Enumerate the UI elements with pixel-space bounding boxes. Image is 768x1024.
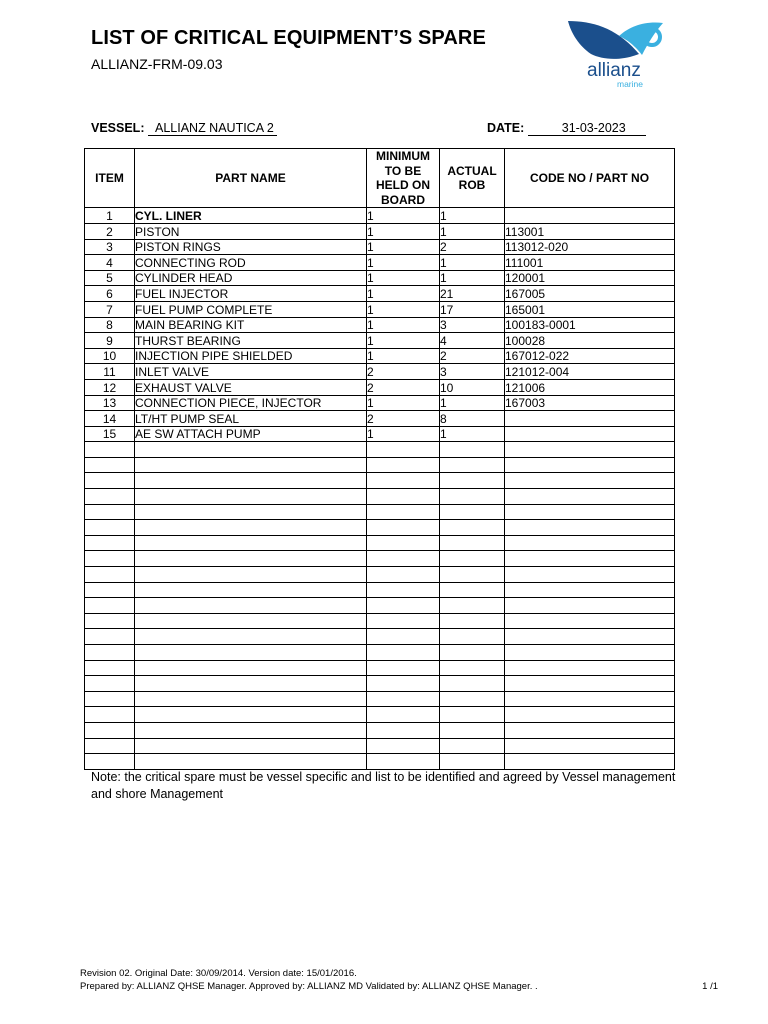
cell-part-name: THURST BEARING <box>135 333 367 349</box>
cell-item: 11 <box>85 364 135 380</box>
cell-part-name <box>135 567 367 583</box>
table-row <box>85 239 675 255</box>
cell-minimum: 1 <box>367 395 440 411</box>
cell-code: 167012-022 <box>505 348 675 364</box>
cell-minimum: 1 <box>367 426 440 442</box>
cell-item: 12 <box>85 379 135 395</box>
cell-item <box>85 722 135 738</box>
cell-code <box>505 738 675 754</box>
cell-item <box>85 629 135 645</box>
cell-actual-rob <box>440 660 505 676</box>
col-header-code: CODE NO / PART NO <box>505 149 675 208</box>
cell-actual-rob <box>440 707 505 723</box>
table-row-empty <box>85 504 675 520</box>
cell-minimum <box>367 567 440 583</box>
cell-part-name: PISTON <box>135 223 367 239</box>
cell-minimum <box>367 754 440 770</box>
cell-item: 1 <box>85 208 135 224</box>
cell-actual-rob <box>440 598 505 614</box>
table-row-empty <box>85 691 675 707</box>
col-header-part-name: PART NAME <box>135 149 367 208</box>
cell-item <box>85 676 135 692</box>
cell-item <box>85 520 135 536</box>
cell-part-name <box>135 754 367 770</box>
cell-code: 121012-004 <box>505 364 675 380</box>
cell-code <box>505 598 675 614</box>
table-body <box>85 208 675 769</box>
cell-part-name <box>135 629 367 645</box>
table-row-empty <box>85 535 675 551</box>
form-code: ALLIANZ-FRM-09.03 <box>91 56 223 72</box>
col-header-item: ITEM <box>85 149 135 208</box>
cell-minimum: 1 <box>367 317 440 333</box>
cell-actual-rob: 3 <box>440 364 505 380</box>
cell-item: 2 <box>85 223 135 239</box>
cell-minimum: 1 <box>367 333 440 349</box>
table-row <box>85 255 675 271</box>
cell-part-name: LT/HT PUMP SEAL <box>135 411 367 427</box>
cell-minimum: 2 <box>367 411 440 427</box>
cell-actual-rob <box>440 520 505 536</box>
cell-code <box>505 676 675 692</box>
cell-minimum <box>367 645 440 661</box>
cell-actual-rob <box>440 473 505 489</box>
cell-code <box>505 722 675 738</box>
cell-code: 113001 <box>505 223 675 239</box>
cell-actual-rob: 4 <box>440 333 505 349</box>
cell-code <box>505 426 675 442</box>
cell-item: 13 <box>85 395 135 411</box>
table-row <box>85 364 675 380</box>
cell-actual-rob <box>440 551 505 567</box>
table-row-empty <box>85 598 675 614</box>
cell-part-name: FUEL PUMP COMPLETE <box>135 301 367 317</box>
cell-item <box>85 754 135 770</box>
cell-code: 165001 <box>505 301 675 317</box>
cell-actual-rob: 8 <box>440 411 505 427</box>
cell-minimum <box>367 457 440 473</box>
cell-part-name <box>135 551 367 567</box>
table-row <box>85 411 675 427</box>
cell-actual-rob <box>440 722 505 738</box>
cell-part-name <box>135 582 367 598</box>
cell-code <box>505 442 675 458</box>
cell-part-name <box>135 676 367 692</box>
footer-approval: Prepared by: ALLIANZ QHSE Manager. Approved by: ALLIANZ MD Validated by: ALLIANZ QHSE Manager. . <box>80 981 538 992</box>
cell-code: 111001 <box>505 255 675 271</box>
cell-actual-rob: 3 <box>440 317 505 333</box>
cell-item: 14 <box>85 411 135 427</box>
cell-minimum <box>367 442 440 458</box>
cell-actual-rob: 1 <box>440 208 505 224</box>
cell-actual-rob: 17 <box>440 301 505 317</box>
table-row-empty <box>85 645 675 661</box>
col-header-minimum: MINIMUM TO BE HELD ON BOARD <box>367 149 440 208</box>
table-row-empty <box>85 754 675 770</box>
cell-item <box>85 645 135 661</box>
vessel-label: VESSEL: <box>91 121 145 135</box>
cell-actual-rob <box>440 738 505 754</box>
date-line <box>487 121 646 136</box>
cell-part-name <box>135 707 367 723</box>
cell-code <box>505 411 675 427</box>
cell-minimum <box>367 707 440 723</box>
cell-code <box>505 551 675 567</box>
table-row-empty <box>85 629 675 645</box>
cell-actual-rob <box>440 504 505 520</box>
cell-code <box>505 613 675 629</box>
table-row <box>85 395 675 411</box>
cell-code <box>505 504 675 520</box>
cell-part-name <box>135 520 367 536</box>
cell-minimum: 1 <box>367 255 440 271</box>
allianz-logo <box>565 18 675 90</box>
cell-code <box>505 754 675 770</box>
cell-actual-rob: 1 <box>440 223 505 239</box>
cell-part-name: FUEL INJECTOR <box>135 286 367 302</box>
cell-item: 6 <box>85 286 135 302</box>
cell-minimum: 1 <box>367 208 440 224</box>
cell-item <box>85 551 135 567</box>
cell-part-name: EXHAUST VALVE <box>135 379 367 395</box>
cell-part-name: AE SW ATTACH PUMP <box>135 426 367 442</box>
cell-part-name <box>135 722 367 738</box>
cell-minimum: 1 <box>367 239 440 255</box>
cell-item <box>85 660 135 676</box>
cell-item <box>85 442 135 458</box>
cell-code <box>505 457 675 473</box>
cell-actual-rob <box>440 582 505 598</box>
cell-part-name: INJECTION PIPE SHIELDED <box>135 348 367 364</box>
table-row-empty <box>85 582 675 598</box>
table-row <box>85 223 675 239</box>
cell-part-name: MAIN BEARING KIT <box>135 317 367 333</box>
cell-part-name <box>135 457 367 473</box>
cell-item <box>85 738 135 754</box>
footer-revision: Revision 02. Original Date: 30/09/2014. Version date: 15/01/2016. <box>80 968 357 979</box>
cell-actual-rob: 1 <box>440 270 505 286</box>
table-row-empty <box>85 722 675 738</box>
table-row <box>85 333 675 349</box>
cell-item: 8 <box>85 317 135 333</box>
cell-minimum <box>367 722 440 738</box>
note-text: Note: the critical spare must be vessel specific and list to be identified and agreed by Vessel management and shore Management <box>91 770 676 801</box>
cell-code <box>505 660 675 676</box>
cell-actual-rob: 10 <box>440 379 505 395</box>
cell-code: 120001 <box>505 270 675 286</box>
cell-part-name <box>135 535 367 551</box>
table-row <box>85 270 675 286</box>
cell-item <box>85 457 135 473</box>
cell-item: 7 <box>85 301 135 317</box>
table-row-empty <box>85 613 675 629</box>
table-row-empty <box>85 457 675 473</box>
cell-part-name <box>135 504 367 520</box>
cell-code <box>505 707 675 723</box>
table-row-empty <box>85 567 675 583</box>
table-row-empty <box>85 442 675 458</box>
cell-part-name: INLET VALVE <box>135 364 367 380</box>
cell-minimum <box>367 551 440 567</box>
cell-code: 113012-020 <box>505 239 675 255</box>
cell-code <box>505 473 675 489</box>
cell-item <box>85 535 135 551</box>
cell-minimum <box>367 520 440 536</box>
cell-minimum <box>367 489 440 505</box>
cell-part-name: CYL. LINER <box>135 208 367 224</box>
table-header-row <box>85 149 675 208</box>
table-row-empty <box>85 473 675 489</box>
table-row <box>85 348 675 364</box>
cell-minimum: 1 <box>367 270 440 286</box>
cell-code <box>505 535 675 551</box>
cell-part-name <box>135 598 367 614</box>
table-row <box>85 286 675 302</box>
cell-minimum: 2 <box>367 379 440 395</box>
cell-actual-rob <box>440 629 505 645</box>
table-row <box>85 301 675 317</box>
cell-minimum <box>367 598 440 614</box>
logo-subword: marine <box>617 79 643 89</box>
table-row <box>85 208 675 224</box>
cell-item <box>85 567 135 583</box>
cell-actual-rob <box>440 489 505 505</box>
cell-part-name <box>135 613 367 629</box>
cell-item: 5 <box>85 270 135 286</box>
col-header-actual-rob: ACTUAL ROB <box>440 149 505 208</box>
cell-code <box>505 208 675 224</box>
cell-code: 121006 <box>505 379 675 395</box>
table-row-empty <box>85 738 675 754</box>
cell-actual-rob <box>440 754 505 770</box>
cell-part-name <box>135 645 367 661</box>
cell-minimum <box>367 676 440 692</box>
cell-minimum: 1 <box>367 286 440 302</box>
table-row-empty <box>85 707 675 723</box>
cell-code <box>505 629 675 645</box>
cell-actual-rob <box>440 535 505 551</box>
table-row <box>85 317 675 333</box>
cell-code: 100183-0001 <box>505 317 675 333</box>
cell-item: 15 <box>85 426 135 442</box>
cell-minimum <box>367 613 440 629</box>
table-row-empty <box>85 489 675 505</box>
cell-actual-rob: 1 <box>440 426 505 442</box>
cell-code: 100028 <box>505 333 675 349</box>
cell-item: 4 <box>85 255 135 271</box>
cell-actual-rob <box>440 442 505 458</box>
cell-part-name <box>135 442 367 458</box>
cell-minimum: 1 <box>367 301 440 317</box>
cell-actual-rob <box>440 645 505 661</box>
cell-minimum <box>367 473 440 489</box>
spares-table <box>84 148 675 770</box>
cell-item <box>85 691 135 707</box>
cell-item: 9 <box>85 333 135 349</box>
cell-actual-rob <box>440 613 505 629</box>
cell-code: 167005 <box>505 286 675 302</box>
cell-actual-rob: 2 <box>440 239 505 255</box>
cell-code <box>505 567 675 583</box>
cell-part-name <box>135 473 367 489</box>
cell-item <box>85 707 135 723</box>
cell-code <box>505 489 675 505</box>
cell-actual-rob <box>440 676 505 692</box>
cell-item <box>85 473 135 489</box>
cell-minimum <box>367 629 440 645</box>
vessel-line <box>91 121 277 136</box>
cell-code <box>505 691 675 707</box>
cell-part-name <box>135 738 367 754</box>
cell-part-name <box>135 660 367 676</box>
cell-minimum: 1 <box>367 223 440 239</box>
cell-part-name: PISTON RINGS <box>135 239 367 255</box>
cell-part-name: CONNECTING ROD <box>135 255 367 271</box>
cell-item <box>85 504 135 520</box>
cell-actual-rob <box>440 457 505 473</box>
cell-minimum <box>367 691 440 707</box>
cell-minimum <box>367 535 440 551</box>
cell-minimum <box>367 582 440 598</box>
table-row-empty <box>85 660 675 676</box>
cell-code <box>505 520 675 536</box>
cell-minimum <box>367 660 440 676</box>
cell-minimum <box>367 738 440 754</box>
cell-minimum: 1 <box>367 348 440 364</box>
cell-minimum: 2 <box>367 364 440 380</box>
table-row-empty <box>85 676 675 692</box>
cell-item <box>85 582 135 598</box>
cell-item <box>85 613 135 629</box>
cell-actual-rob: 2 <box>440 348 505 364</box>
cell-item <box>85 598 135 614</box>
table-row-empty <box>85 551 675 567</box>
cell-part-name: CYLINDER HEAD <box>135 270 367 286</box>
table-row <box>85 379 675 395</box>
table-row <box>85 426 675 442</box>
cell-part-name <box>135 691 367 707</box>
cell-actual-rob <box>440 691 505 707</box>
cell-item <box>85 489 135 505</box>
date-value: 31-03-2023 <box>528 122 646 136</box>
vessel-name: ALLIANZ NAUTICA 2 <box>148 122 277 136</box>
cell-actual-rob <box>440 567 505 583</box>
cell-code <box>505 645 675 661</box>
cell-actual-rob: 21 <box>440 286 505 302</box>
cell-minimum <box>367 504 440 520</box>
cell-code: 167003 <box>505 395 675 411</box>
document-title: LIST OF CRITICAL EQUIPMENT’S SPARE <box>91 27 486 49</box>
logo-wordmark: allianz <box>587 60 641 81</box>
table-row-empty <box>85 520 675 536</box>
cell-part-name <box>135 489 367 505</box>
cell-part-name: CONNECTION PIECE, INJECTOR <box>135 395 367 411</box>
footer-page-number: 1 /1 <box>702 981 718 992</box>
footer <box>80 967 720 993</box>
cell-item: 10 <box>85 348 135 364</box>
cell-actual-rob: 1 <box>440 395 505 411</box>
cell-code <box>505 582 675 598</box>
date-label: DATE: <box>487 121 525 135</box>
cell-item: 3 <box>85 239 135 255</box>
cell-actual-rob: 1 <box>440 255 505 271</box>
